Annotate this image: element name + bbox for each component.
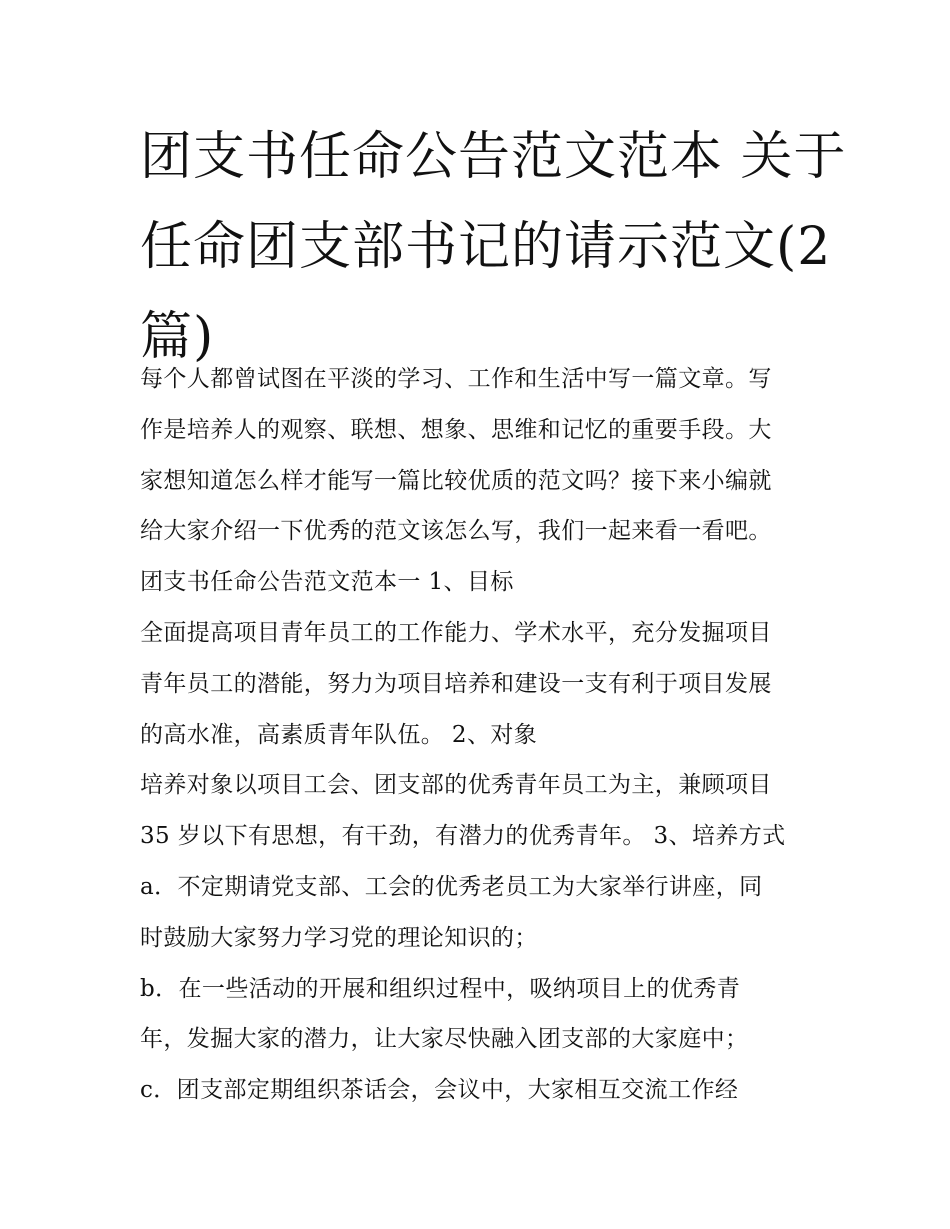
section-heading: 团支书任命公告范文范本一 1、目标 [140, 569, 514, 596]
list-item-a: a．不定期请党支部、工会的优秀老员工为大家举行讲座，同 [140, 873, 763, 900]
body-line: 青年员工的潜能，努力为项目培养和建设一支有利于项目发展 [140, 670, 772, 697]
body-line: 35 岁以下有思想，有干劲，有潜力的优秀青年。 3、培养方式 [140, 823, 786, 850]
body-line: 年，发掘大家的潜力，让大家尽快融入团支部的大家庭中； [140, 1026, 749, 1053]
body-line: 每个人都曾试图在平淡的学习、工作和生活中写一篇文章。写 [140, 366, 772, 392]
body-line: 给大家介绍一下优秀的范文该怎么写，我们一起来看一看吧。 [140, 518, 772, 545]
document-body [140, 354, 830, 1116]
list-item-b: b．在一些活动的开展和组织过程中，吸纳项目上的优秀青 [140, 975, 741, 1002]
body-line: 作是培养人的观察、联想、想象、思维和记忆的重要手段。大 [140, 416, 772, 443]
body-line: 时鼓励大家努力学习党的理论知识的； [140, 924, 538, 951]
body-line: 全面提高项目青年员工的工作能力、学术水平，充分发掘项目 [140, 619, 772, 646]
body-line: 的高水准，高素质青年队伍。 2、对象 [140, 721, 538, 748]
body-line: 培养对象以项目工会、团支部的优秀青年员工为主，兼顾项目 [140, 772, 772, 799]
list-item-c: c．团支部定期组织茶话会，会议中，大家相互交流工作经 [140, 1077, 739, 1104]
title-line: 任命团支部书记的请示范文(2 [140, 217, 832, 277]
title-line: 团支书任命公告范文范本 关于 [140, 127, 847, 187]
title-line: 篇) [140, 307, 215, 367]
body-line: 家想知道怎么样才能写一篇比较优质的范文吗？接下来小编就 [140, 467, 772, 494]
document-title [140, 112, 847, 382]
